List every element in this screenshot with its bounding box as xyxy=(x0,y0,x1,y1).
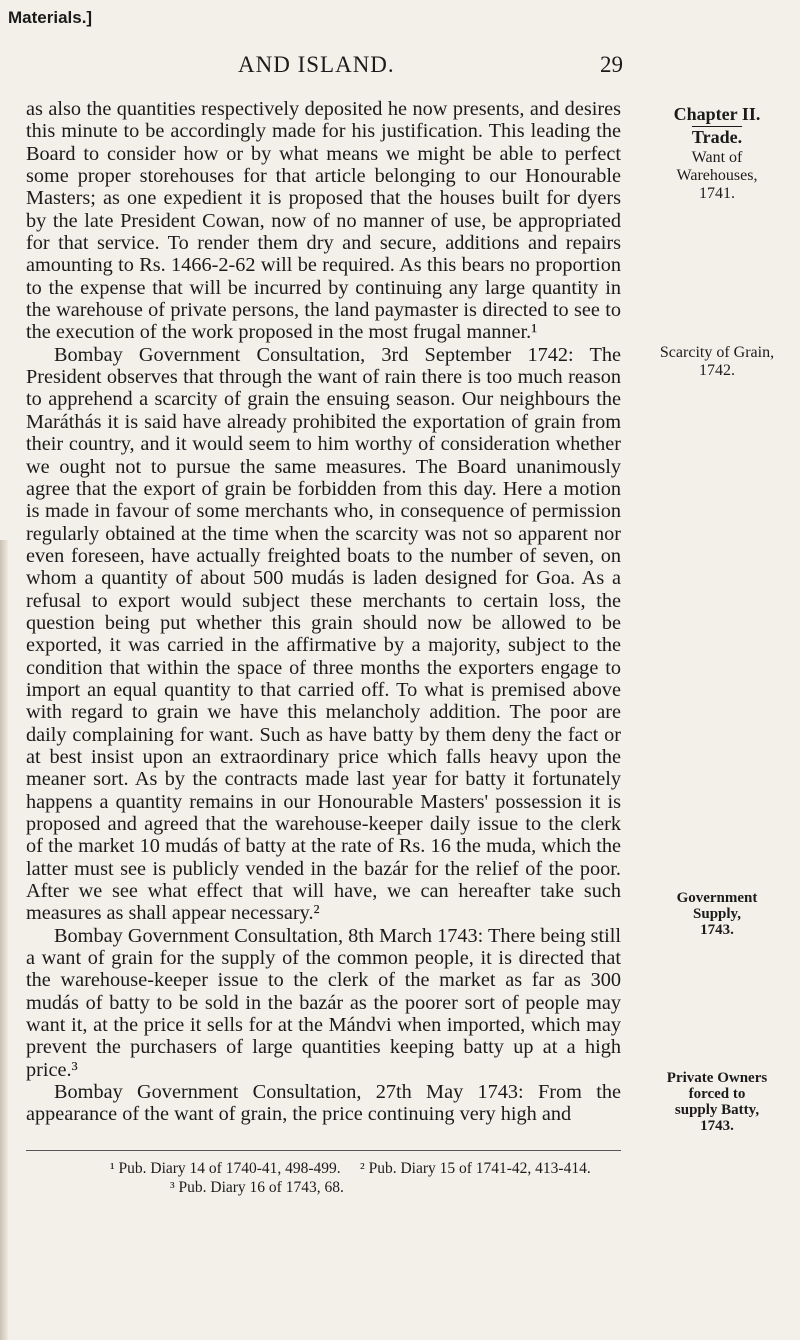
sidenote-chapter: Chapter II. xyxy=(673,104,761,124)
page-gutter-shadow xyxy=(0,540,8,1340)
paragraph-2: Bombay Government Consultation, 3rd September 1742: The President observes that through the want of rain there is too much reason to apprehend a scarcity of grain the ensuing season. Our neighbours the Maráthás it is said have already prohibited the exportation of grain from their country, and it would seem to him worthy of consideration whether we ought not to pursue the same measures. The Board unanimously agree that the export of grain be forbidden from this day. Here a motion is made in favour of some merchants who, in consequence of permission regularly obtained at the time when the scarcity was not so apparent nor even foreseen, have actually freighted boats to the number of seven, on whom a quantity of about 500 mudás is laden designed for Goa. As a refusal to export would subject these merchants to certain loss, the question being put whether this grain should now be allowed to be exported, it was carried in the affirmative by a majority, subject to the condition that within the space of three months the exporters engage to import an equal quantity to that carried off. To what is premised above with regard to grain we have this melancholy addition. The poor are daily complaining for want. Such as have batty by them deny the fact or at best insist upon an extraordinary price which falls heavy upon the meaner sort. As by the contracts made last year for batty it fortunately happens a quantity remains in our Honourable Masters' possession it is proposed and agreed that the warehouse-keeper daily issue to the clerk of the market 10 mudás of batty at the rate of Rs. 16 the muda, which the latter must see is publicly vended in the bazár for the relief of the poor. After we see what effect that will have, we can hereafter take such measures as shall appear necessary.² xyxy=(26,343,621,925)
sidenote-line: 1742. xyxy=(699,362,735,379)
running-title: AND ISLAND. xyxy=(238,52,395,77)
paragraph-4: Bombay Government Consultation, 27th May 1743: From the appearance of the want of grain, the price continuing very high and xyxy=(26,1081,621,1126)
sidenote-line: Scarcity of Grain, xyxy=(659,344,775,361)
sidenote-line: Supply, xyxy=(693,906,741,922)
sidenote-line: supply Batty, xyxy=(674,1102,760,1118)
sidenote-line: 1743. xyxy=(700,922,734,938)
sidenote-government-supply xyxy=(634,890,800,938)
sidenote-line: 1743. xyxy=(700,1118,734,1134)
sidenote-trade: Trade. xyxy=(691,127,743,147)
sidenote-line: Warehouses, xyxy=(676,167,758,184)
sidenote-scarcity xyxy=(634,344,800,380)
running-label: Materials.] xyxy=(8,8,93,27)
sidenote-private-owners xyxy=(634,1070,800,1134)
paragraph-3: Bombay Government Consultation, 8th March 1743: There being still a want of grain for the supply of the common people, it is directed that the warehouse-keeper issue to the clerk of the market as far as 300 mudás of batty to be sold in the bazár as the poorer sort of people may want it, at the price it sells for at the Mándvi when imported, which may prevent the purchasers of large quantities keeping batty up at a high price.³ xyxy=(26,924,621,1081)
footnote-divider xyxy=(26,1150,621,1151)
footnotes xyxy=(110,1159,630,1197)
sidenote-line: Government xyxy=(676,890,758,906)
footnote-1-2 xyxy=(110,1159,630,1178)
paragraph-1: as also the quantities respectively deposited he now presents, and desires this minute to be accordingly made for his justification. This leading the Board to consider how or by what means we might be able to perfect some proper storehouses for that article belonging to our Honourable Masters; as one expedient it is proposed that the houses built for dyers by the late President Cowan, now of no manner of use, be appropriated for that service. To render them dry and secure, additions and repairs amounting to Rs. 1466-2-62 will be required. As this bears no proportion to the expense that will be incurred by continuing any large quantity in the warehouse of private persons, the land paymaster is directed to see to the execution of the work proposed in the most frugal manner.¹ xyxy=(26,98,621,344)
footnote-3: ³ Pub. Diary 16 of 1743, 68. xyxy=(170,1179,344,1196)
sidenote-line: 1741. xyxy=(699,185,735,202)
main-text xyxy=(26,98,621,1126)
page-number: 29 xyxy=(600,52,623,77)
footnote-1: ¹ Pub. Diary 14 of 1740-41, 498-499. xyxy=(110,1160,341,1177)
footnote-2: ² Pub. Diary 15 of 1741-42, 413-414. xyxy=(360,1160,591,1177)
sidenote-line: forced to xyxy=(688,1086,746,1102)
sidenote-line: Want of xyxy=(691,149,743,166)
sidenote-line: Private Owners xyxy=(666,1070,768,1086)
sidenote-warehouses xyxy=(634,104,800,203)
